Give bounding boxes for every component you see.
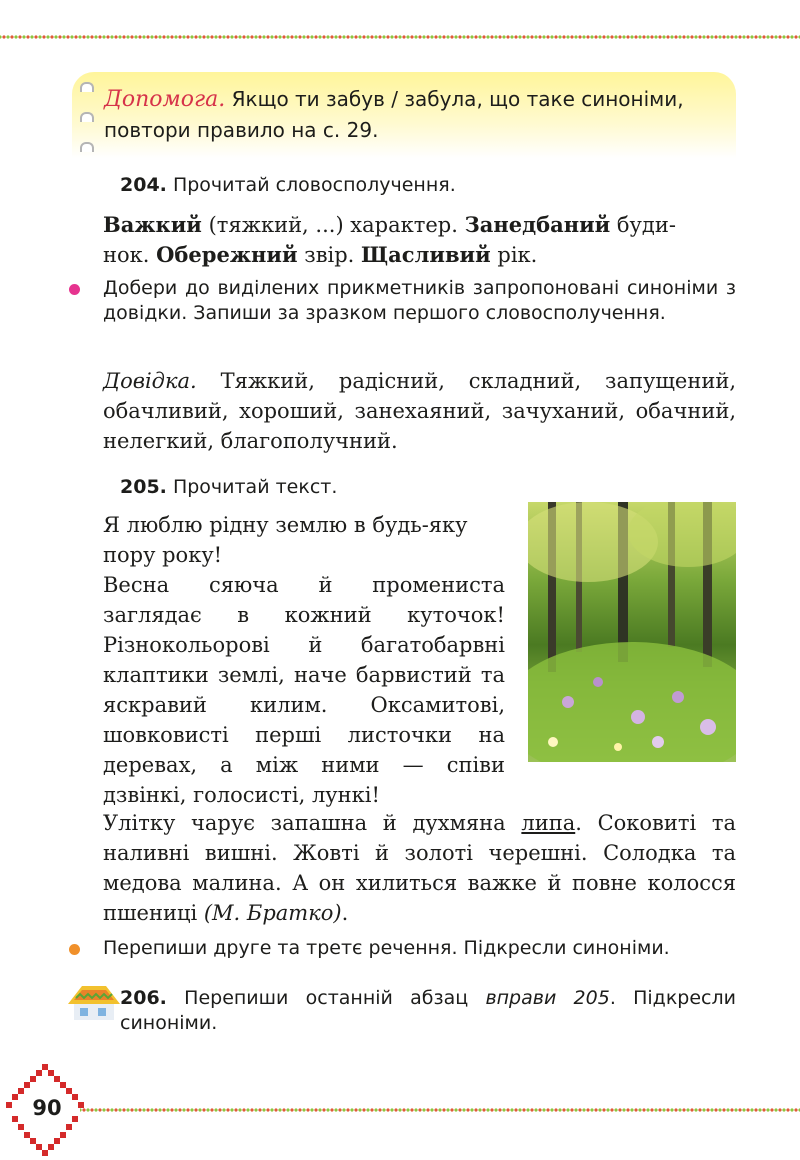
pink-bullet-icon bbox=[69, 284, 80, 295]
phrase-text: рік. bbox=[490, 243, 538, 267]
exercise-205-p2: Весна сяюча й промениста заглядає в кожний куточок! Різнокольорові й багатобарвні клаптики землі, наче барвистий та яскравий килим. Оксамитові, шовковисті перші листочки на деревах, а між ними — співи дзвінкі, голосисті, лункі! bbox=[103, 573, 505, 807]
exercise-204-phrases bbox=[103, 210, 736, 270]
paragraph-text: Улітку чарує запашна й духмяна bbox=[103, 811, 522, 835]
author-citation: (М. Братко) bbox=[203, 901, 342, 925]
exercise-205-number: 205. bbox=[120, 476, 167, 498]
help-text: Якщо ти забув / забула, що таке синоніми, повтори правило на с. 29. bbox=[104, 87, 684, 142]
exercise-205-title bbox=[120, 476, 337, 498]
exercise-205-instruction: Прочитай текст. bbox=[172, 476, 338, 498]
phrase-text: (тяжкий, ...) характер. bbox=[201, 213, 465, 237]
notebook-rings-icon bbox=[80, 82, 94, 162]
highlighted-adjective: Щасливий bbox=[361, 242, 491, 267]
house-icon bbox=[66, 982, 122, 1022]
exercise-204-title bbox=[120, 174, 456, 196]
exercise-205-p3 bbox=[103, 808, 736, 928]
exercise-205-p1: Я люблю рідну землю в будь-яку пору року! bbox=[103, 513, 468, 567]
exercise-206 bbox=[120, 986, 736, 1036]
reference-label: Довідка. bbox=[103, 369, 197, 393]
exercise-206-text: Перепиши останній абзац bbox=[184, 987, 486, 1009]
bottom-decorative-border bbox=[80, 1107, 800, 1113]
spring-forest-photo bbox=[528, 502, 736, 762]
top-decorative-border bbox=[0, 34, 800, 40]
help-label: Допомога. bbox=[104, 87, 226, 112]
exercise-204-instruction: Прочитай словосполучення. bbox=[172, 174, 456, 196]
highlighted-adjective: Важкий bbox=[103, 212, 202, 237]
phrase-text: нок. bbox=[103, 243, 157, 267]
paragraph-text: . bbox=[341, 901, 349, 925]
exercise-206-number: 206. bbox=[120, 987, 167, 1009]
exercise-204-reference bbox=[103, 366, 736, 456]
exercise-204-number: 204. bbox=[120, 174, 167, 196]
highlighted-adjective: Занедбаний bbox=[464, 212, 611, 237]
phrase-text: буди- bbox=[610, 213, 676, 237]
help-note bbox=[104, 84, 734, 145]
exercise-206-reference: вправи 205 bbox=[485, 987, 610, 1009]
exercise-204-task: Добери до виділених прикметників запропоновані синоніми з довідки. Запиши за зразком першого словосполучення. bbox=[103, 277, 736, 324]
exercise-205-task: Перепиши друге та третє речення. Підкресли синоніми. bbox=[103, 937, 670, 959]
paragraph-text: . Соковиті та наливні вишні. Жовті й золоті черешні. Солодка та медова малина. А он хилиться важке й повне колосся пшениці bbox=[103, 811, 737, 925]
underlined-word: липа bbox=[521, 811, 576, 835]
page-number: 90 bbox=[32, 1096, 62, 1120]
exercise-206-text: . Підкресли синоніми. bbox=[120, 987, 736, 1034]
reference-text: Тяжкий, радісний, складний, запущений, обачливий, хороший, занехаяний, зачуханий, обачний, нелегкий, благополучний. bbox=[103, 369, 736, 453]
highlighted-adjective: Обережний bbox=[156, 242, 298, 267]
orange-bullet-icon bbox=[69, 944, 80, 955]
phrase-text: звір. bbox=[297, 243, 362, 267]
